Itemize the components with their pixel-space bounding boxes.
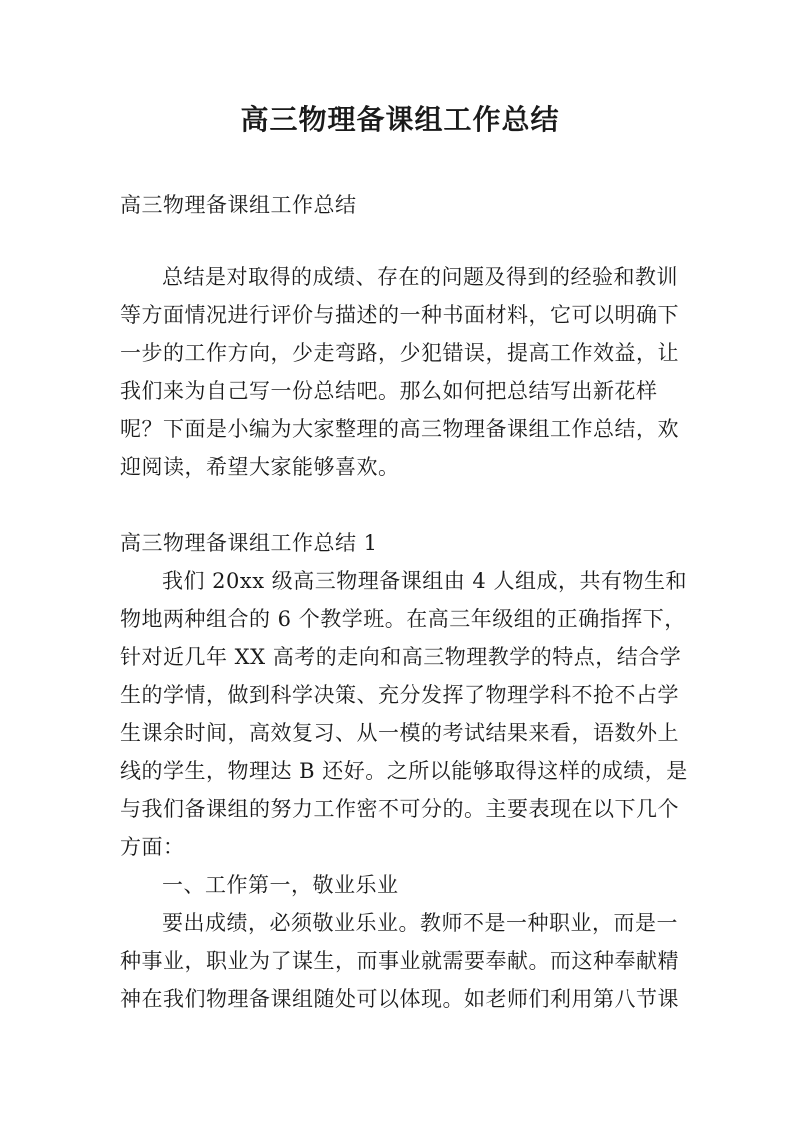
point-heading: 一、工作第一，敬业乐业 <box>162 873 399 897</box>
intro-line: 等方面情况进行评价与描述的一种书面材料，它可以明确下 <box>120 303 679 327</box>
intro-line: 一步的工作方向，少走弯路，少犯错误，提高工作效益，让 <box>120 341 679 365</box>
document-title: 高三物理备课组工作总结 <box>240 103 560 136</box>
point-line: 种事业，职业为了谋生，而事业就需要奉献。而这种奉献精 <box>120 949 679 973</box>
intro-line: 迎阅读，希望大家能够喜欢。 <box>120 455 400 479</box>
point-line: 要出成绩，必须敬业乐业。教师不是一种职业，而是一 <box>162 911 678 935</box>
section-line: 物地两种组合的 6 个教学班。在高三年级组的正确指挥下， <box>120 607 686 631</box>
section-line: 方面： <box>120 835 185 859</box>
section-line: 生课余时间，高效复习、从一模的考试结果来看，语数外上 <box>120 721 679 745</box>
intro-line: 我们来为自己写一份总结吧。那么如何把总结写出新花样 <box>120 379 658 403</box>
section-line: 针对近几年 XX 高考的走向和高三物理教学的特点，结合学 <box>120 645 682 669</box>
section-line: 与我们备课组的努力工作密不可分的。主要表现在以下几个 <box>120 797 679 821</box>
section-heading: 高三物理备课组工作总结 1 <box>120 531 378 555</box>
intro-line: 总结是对取得的成绩、存在的问题及得到的经验和教训 <box>162 265 678 289</box>
point-line: 神在我们物理备课组随处可以体现。如老师们利用第八节课 <box>120 987 679 1011</box>
section-line: 生的学情，做到科学决策、充分发挥了物理学科不抢不占学 <box>120 683 679 707</box>
document-subtitle: 高三物理备课组工作总结 <box>120 193 357 217</box>
section-line: 我们 20xx 级高三物理备课组由 4 人组成，共有物生和 <box>162 569 687 593</box>
section-line: 线的学生，物理达 B 还好。之所以能够取得这样的成绩，是 <box>120 759 688 783</box>
intro-line: 呢？下面是小编为大家整理的高三物理备课组工作总结，欢 <box>120 417 679 441</box>
